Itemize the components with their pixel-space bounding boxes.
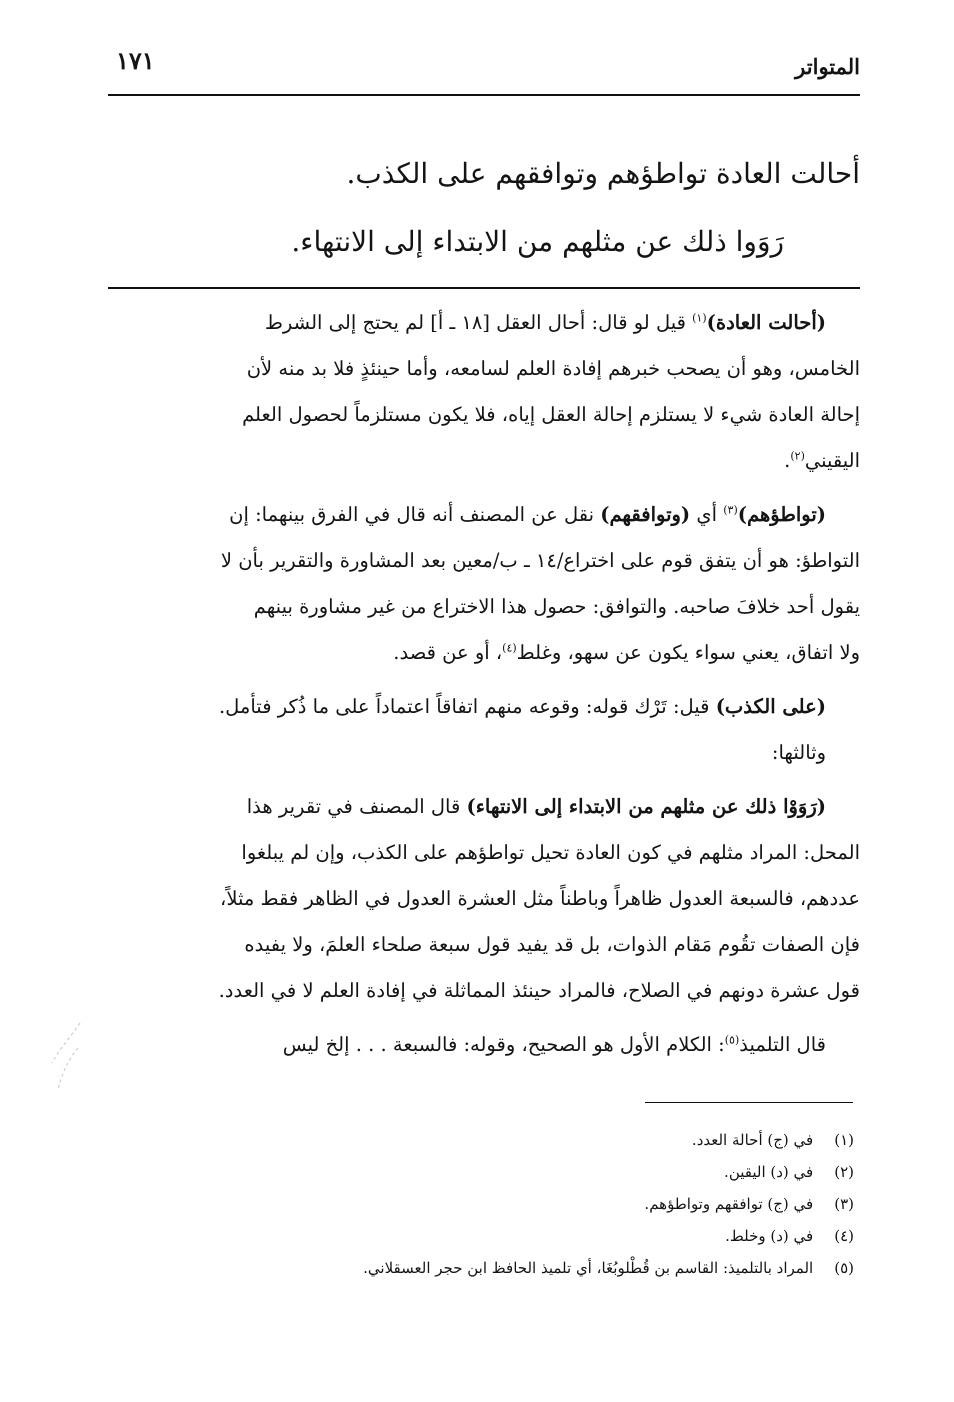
lemma: (رَوَوْا ذلك عن مثلهم من الابتداء إلى الانتهاء) xyxy=(466,795,826,818)
footnote-ref: (٤) xyxy=(502,641,517,655)
margin-smudge xyxy=(40,1018,90,1098)
paragraph-4-line-2: المحل: المراد مثلهم في كون العادة تحيل تواطؤهم على الكذب، وإن لم يبلغوا xyxy=(241,841,860,864)
paragraph-3-line-2: وثالثها: xyxy=(771,741,826,764)
paragraph-4-line-5: قول عشرة دونهم في الصلاح، فالمراد حينئذ المماثلة في إفادة العلم لا في العدد. xyxy=(218,979,860,1002)
running-title: المتواتر xyxy=(795,54,860,79)
paragraph-2-line-3: يقول أحد خلافَ صاحبه. والتوافق: حصول هذا الاختراع من غير مشاورة بينهم xyxy=(253,595,860,618)
paragraph-2-line-1: (تواطؤهم)$^{(٣)}$ أي (وتوافقهم) نقل عن المصنف أنه قال في الفرق بينهما: إن xyxy=(229,503,826,526)
lemma: (أحالت العادة) xyxy=(706,311,826,334)
paragraph-2-line-4: ولا اتفاق، يعني سواء يكون عن سهو، وغلط$^{(٤)}$، أو عن قصد. xyxy=(393,641,860,664)
matn-line-1: أحالت العادة تواطؤهم وتوافقهم على الكذب. xyxy=(346,157,860,190)
footnote-item: (٣) في (ج) توافقهم وتواطؤهم. xyxy=(644,1195,854,1213)
footnote-rule xyxy=(645,1102,853,1103)
paragraph-4-line-3: عددهم، فالسبعة العدول ظاهراً وباطناً مثل العشرة العدول في الظاهر فقط مثلاً، xyxy=(220,887,860,910)
matn-rule xyxy=(108,287,860,289)
paragraph-1-line-1: (أحالت العادة)$^{(١)}$ قيل لو قال: أحال العقل [١٨ ـ أ] لم يحتج إلى الشرط xyxy=(264,311,826,334)
footnote-ref: (٣) xyxy=(723,503,738,517)
footnote-item: (٢) في (د) اليقين. xyxy=(724,1163,854,1181)
header-rule xyxy=(108,94,860,96)
matn-line-2: رَوَوا ذلك عن مثلهم من الابتداء إلى الانتهاء. xyxy=(291,225,784,258)
commentary xyxy=(108,300,860,1068)
paragraph-5-line-1: قال التلميذ$^{(٥)}$: الكلام الأول هو الصحيح، وقوله: فالسبعة . . . إلخ ليس xyxy=(282,1033,826,1056)
footnote-item: (٥) المراد بالتلميذ: القاسم بن قُطْلوبُغَا، أي تلميذ الحافظ ابن حجر العسقلاني. xyxy=(363,1259,854,1277)
lemma: (على الكذب) xyxy=(715,695,826,718)
matn-text xyxy=(130,148,860,260)
footnotes xyxy=(108,1124,860,1284)
paragraph-2-line-2: التواطؤ: هو أن يتفق قوم على اختراع/١٤ ـ ب/معين بعد المشاورة والتقرير بأن لا xyxy=(220,549,860,572)
paragraph-1-line-4: اليقيني$^{(٢)}$. xyxy=(784,449,860,472)
page-number: ١٧١ xyxy=(116,46,155,75)
footnote-ref: (١) xyxy=(692,311,707,325)
lemma: (تواطؤهم) xyxy=(737,503,826,526)
footnote-ref: (٢) xyxy=(790,449,805,463)
lemma: (وتوافقهم) xyxy=(600,503,691,526)
footnote-ref: (٥) xyxy=(724,1033,740,1047)
footnote-item: (٤) في (د) وخلط. xyxy=(725,1227,854,1245)
footnote-item: (١) في (ج) أحالة العدد. xyxy=(691,1131,854,1149)
paragraph-1-line-3: إحالة العادة شيء لا يستلزم إحالة العقل إياه، فلا يكون مستلزماً لحصول العلم xyxy=(242,403,860,426)
page-header xyxy=(108,40,860,96)
paragraph-3-line-1: (على الكذب) قيل: تَرْك قوله: وقوعه منهم اتفاقاً اعتماداً على ما ذُكر فتأمل. xyxy=(218,695,826,718)
paragraph-4-line-1: (رَوَوْا ذلك عن مثلهم من الابتداء إلى الانتهاء) قال المصنف في تقرير هذا xyxy=(246,795,826,818)
paragraph-1-line-2: الخامس، وهو أن يصحب خبرهم إفادة العلم لسامعه، وأما حينئذٍ فلا بد منه لأن xyxy=(246,357,860,380)
paragraph-4-line-4: فإن الصفات تقُوم مَقام الذوات، بل قد يفيد قول سبعة صلحاء العلمَ، ولا يفيده xyxy=(244,933,860,956)
